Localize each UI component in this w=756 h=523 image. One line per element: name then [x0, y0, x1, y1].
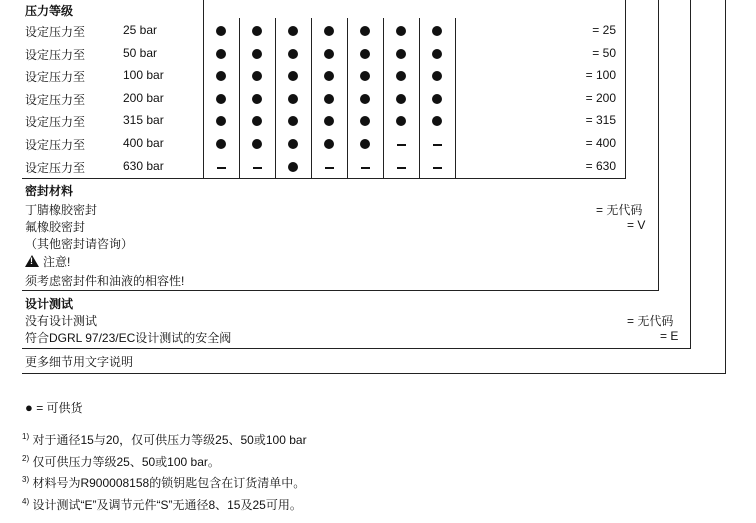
- legend: [25, 399, 83, 416]
- available-dot-icon: [360, 71, 370, 81]
- footnote-3: [22, 474, 305, 491]
- footnote-4-number: 4): [22, 497, 30, 506]
- seal-warning: [25, 253, 70, 270]
- footnote-3-text: 材料号为R900008158的锁钥匙包含在订货清单中。: [32, 476, 306, 490]
- available-dot-icon: [360, 26, 370, 36]
- pressure-row-value: 100 bar: [123, 68, 164, 82]
- pressure-row-label: 设定压力至: [25, 25, 86, 39]
- available-dot-icon: [252, 139, 262, 149]
- pressure-col-divider-1: [239, 18, 240, 178]
- legend-text: = 可供货: [36, 401, 83, 415]
- pressure-col-divider-6: [419, 18, 420, 178]
- design-section-title: 设计测试: [25, 297, 74, 311]
- available-dot-icon: [360, 116, 370, 126]
- pressure-row-code: = 100: [585, 68, 616, 82]
- available-dot-icon: [360, 49, 370, 59]
- footnote-4-text: 设计测试“E”及调节元件“S”无通径8、15及25可用。: [32, 498, 302, 512]
- seal-block-right-border: [658, 0, 659, 290]
- pressure-block-right-border: [625, 0, 626, 178]
- not-available-dash-icon: [433, 167, 442, 169]
- not-available-dash-icon: [397, 167, 406, 169]
- available-dot-icon: [252, 116, 262, 126]
- available-dot-icon: [324, 71, 334, 81]
- pressure-row-value: 630 bar: [123, 159, 164, 173]
- not-available-dash-icon: [217, 167, 226, 169]
- available-dot-icon: [360, 139, 370, 149]
- available-dot-icon: [216, 94, 226, 104]
- warning-label: 注意!: [43, 255, 71, 269]
- outer-bottom-line: [22, 373, 726, 374]
- pressure-row-label: 设定压力至: [25, 70, 86, 84]
- available-dot-icon: [432, 26, 442, 36]
- pressure-row-value: 25 bar: [123, 23, 158, 37]
- available-dot-icon: ●: [25, 400, 33, 415]
- pressure-row-code: = 25: [592, 23, 616, 37]
- outer-right-border: [725, 0, 726, 373]
- pressure-row-label: 设定压力至: [25, 93, 86, 107]
- available-dot-icon: [288, 116, 298, 126]
- available-dot-icon: [324, 49, 334, 59]
- not-available-dash-icon: [433, 144, 442, 146]
- available-dot-icon: [396, 94, 406, 104]
- available-dot-icon: [360, 94, 370, 104]
- design-block-right-border: [690, 0, 691, 348]
- available-dot-icon: [432, 49, 442, 59]
- pressure-row-code: = 315: [585, 113, 616, 127]
- available-dot-icon: [324, 139, 334, 149]
- available-dot-icon: [396, 49, 406, 59]
- available-dot-icon: [216, 116, 226, 126]
- pressure-col-divider-4: [347, 18, 348, 178]
- available-dot-icon: [216, 26, 226, 36]
- not-available-dash-icon: [397, 144, 406, 146]
- pressure-row-value: 315 bar: [123, 113, 164, 127]
- pressure-row-value: 50 bar: [123, 46, 158, 60]
- not-available-dash-icon: [361, 167, 370, 169]
- design-option-none-code: = 无代码: [627, 314, 674, 328]
- design-option-none: 没有设计测试: [25, 314, 98, 328]
- pressure-row-code: = 630: [585, 159, 616, 173]
- pressure-table-left-border: [203, 0, 204, 178]
- pressure-row-label: 设定压力至: [25, 161, 86, 175]
- pressure-col-divider-5: [383, 18, 384, 178]
- seal-warning-text: 须考虑密封件和油液的相容性!: [25, 274, 185, 288]
- available-dot-icon: [432, 116, 442, 126]
- pressure-row-label: 设定压力至: [25, 138, 86, 152]
- available-dot-icon: [396, 26, 406, 36]
- footnote-1: [22, 431, 307, 448]
- seal-option-fkm: 氟橡胶密封: [25, 220, 86, 234]
- available-dot-icon: [396, 71, 406, 81]
- footnote-1-number: 1): [22, 432, 30, 441]
- footnote-3-number: 3): [22, 475, 30, 484]
- available-dot-icon: [432, 94, 442, 104]
- design-block-bottom-line: [22, 348, 691, 349]
- pressure-col-divider-3: [311, 18, 312, 178]
- design-option-dgrl-code: = E: [660, 329, 679, 343]
- pressure-row-label: 设定压力至: [25, 115, 86, 129]
- available-dot-icon: [252, 26, 262, 36]
- available-dot-icon: [396, 116, 406, 126]
- pressure-col-divider-2: [275, 18, 276, 178]
- available-dot-icon: [288, 71, 298, 81]
- footnote-1-text: 对于通径15与20，仅可供压力等级25、50或100 bar: [32, 433, 307, 447]
- pressure-row-code: = 50: [592, 46, 616, 60]
- available-dot-icon: [324, 94, 334, 104]
- available-dot-icon: [216, 49, 226, 59]
- seal-option-fkm-code: = V: [627, 218, 646, 232]
- footnote-2-number: 2): [22, 454, 30, 463]
- footnote-2-text: 仅可供压力等级25、50或100 bar。: [32, 455, 220, 469]
- pressure-row-value: 200 bar: [123, 91, 164, 105]
- not-available-dash-icon: [325, 167, 334, 169]
- available-dot-icon: [216, 139, 226, 149]
- available-dot-icon: [288, 26, 298, 36]
- available-dot-icon: [288, 94, 298, 104]
- available-dot-icon: [288, 139, 298, 149]
- pressure-block-bottom-line: [22, 178, 626, 179]
- more-details-note: 更多细节用文字说明: [25, 355, 134, 369]
- footnote-4: [22, 496, 302, 513]
- available-dot-icon: [252, 49, 262, 59]
- available-dot-icon: [252, 71, 262, 81]
- available-dot-icon: [432, 71, 442, 81]
- footnote-2: [22, 453, 220, 470]
- available-dot-icon: [216, 71, 226, 81]
- available-dot-icon: [288, 162, 298, 172]
- available-dot-icon: [252, 94, 262, 104]
- available-dot-icon: [324, 116, 334, 126]
- available-dot-icon: [288, 49, 298, 59]
- pressure-row-label: 设定压力至: [25, 48, 86, 62]
- pressure-row-code: = 400: [585, 136, 616, 150]
- not-available-dash-icon: [253, 167, 262, 169]
- pressure-col-divider-7: [455, 18, 456, 178]
- pressure-section-title: 压力等级: [25, 4, 74, 18]
- seal-option-nbr-code: = 无代码: [596, 203, 643, 217]
- seal-consult-note: （其他密封请咨询）: [25, 237, 134, 251]
- available-dot-icon: [324, 26, 334, 36]
- pressure-row-value: 400 bar: [123, 136, 164, 150]
- seal-section-title: 密封材料: [25, 184, 74, 198]
- design-option-dgrl: 符合DGRL 97/23/EC设计测试的安全阀: [25, 331, 232, 345]
- seal-block-bottom-line: [22, 290, 659, 291]
- seal-option-nbr: 丁腈橡胶密封: [25, 203, 98, 217]
- warning-icon: [25, 255, 39, 267]
- pressure-row-code: = 200: [585, 91, 616, 105]
